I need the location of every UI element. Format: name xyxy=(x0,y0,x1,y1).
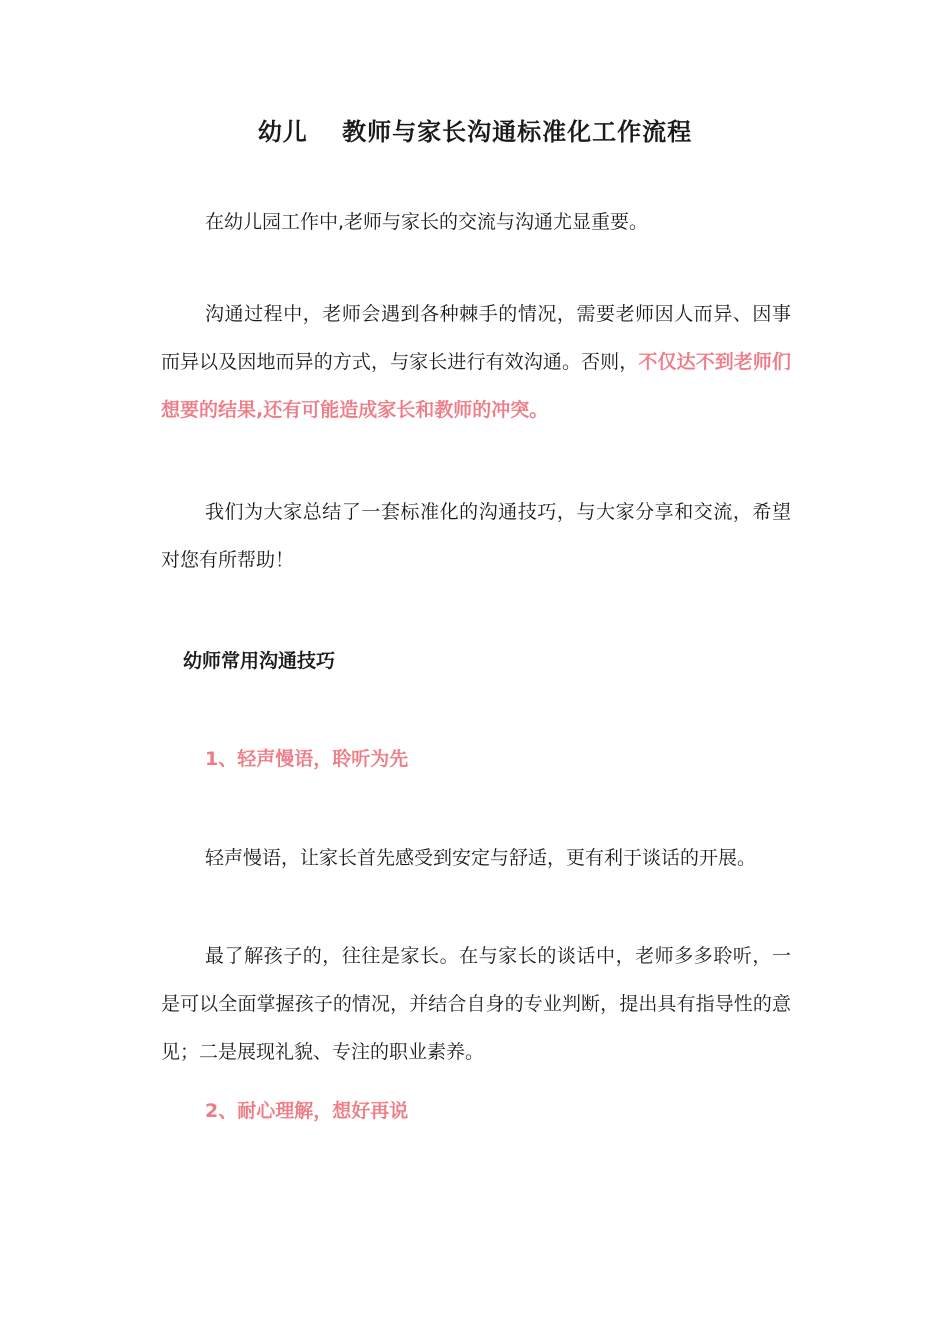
section-title: 幼师常用沟通技巧 xyxy=(183,650,336,672)
challenge-paragraph xyxy=(161,290,791,434)
tip-2-heading: 2、耐心理解，想好再说 xyxy=(205,1100,409,1122)
summary-paragraph: 我们为大家总结了一套标准化的沟通技巧，与大家分享和交流，希望对您有所帮助！ xyxy=(161,501,791,571)
tip-1-paragraph-1: 轻声慢语，让家长首先感受到安定与舒适，更有利于谈话的开展。 xyxy=(205,847,757,869)
tip-1-paragraph-2: 最了解孩子的，往往是家长。在与家长的谈话中，老师多多聆听，一是可以全面掌握孩子的情况，并结合自身的专业判断，提出具有指导性的意见；二是展现礼貌、专注的职业素养。 xyxy=(161,945,791,1063)
challenge-text: 沟通过程中，老师会遇到各种棘手的情况，需要老师因人而异、因事而异以及因地而异的方式，与家长进行有效沟通。否则， xyxy=(161,303,791,373)
intro-paragraph: 在幼儿园工作中,老师与家长的交流与沟通尤显重要。 xyxy=(205,211,649,233)
tip-1-heading: 1、轻声慢语，聆听为先 xyxy=(205,748,409,770)
challenge-highlight: 不仅达不到老师们想要的结果,还有可能造成家长和教师的冲突。 xyxy=(161,351,791,421)
document-title: 幼儿 教师与家长沟通标准化工作流程 xyxy=(257,118,693,146)
